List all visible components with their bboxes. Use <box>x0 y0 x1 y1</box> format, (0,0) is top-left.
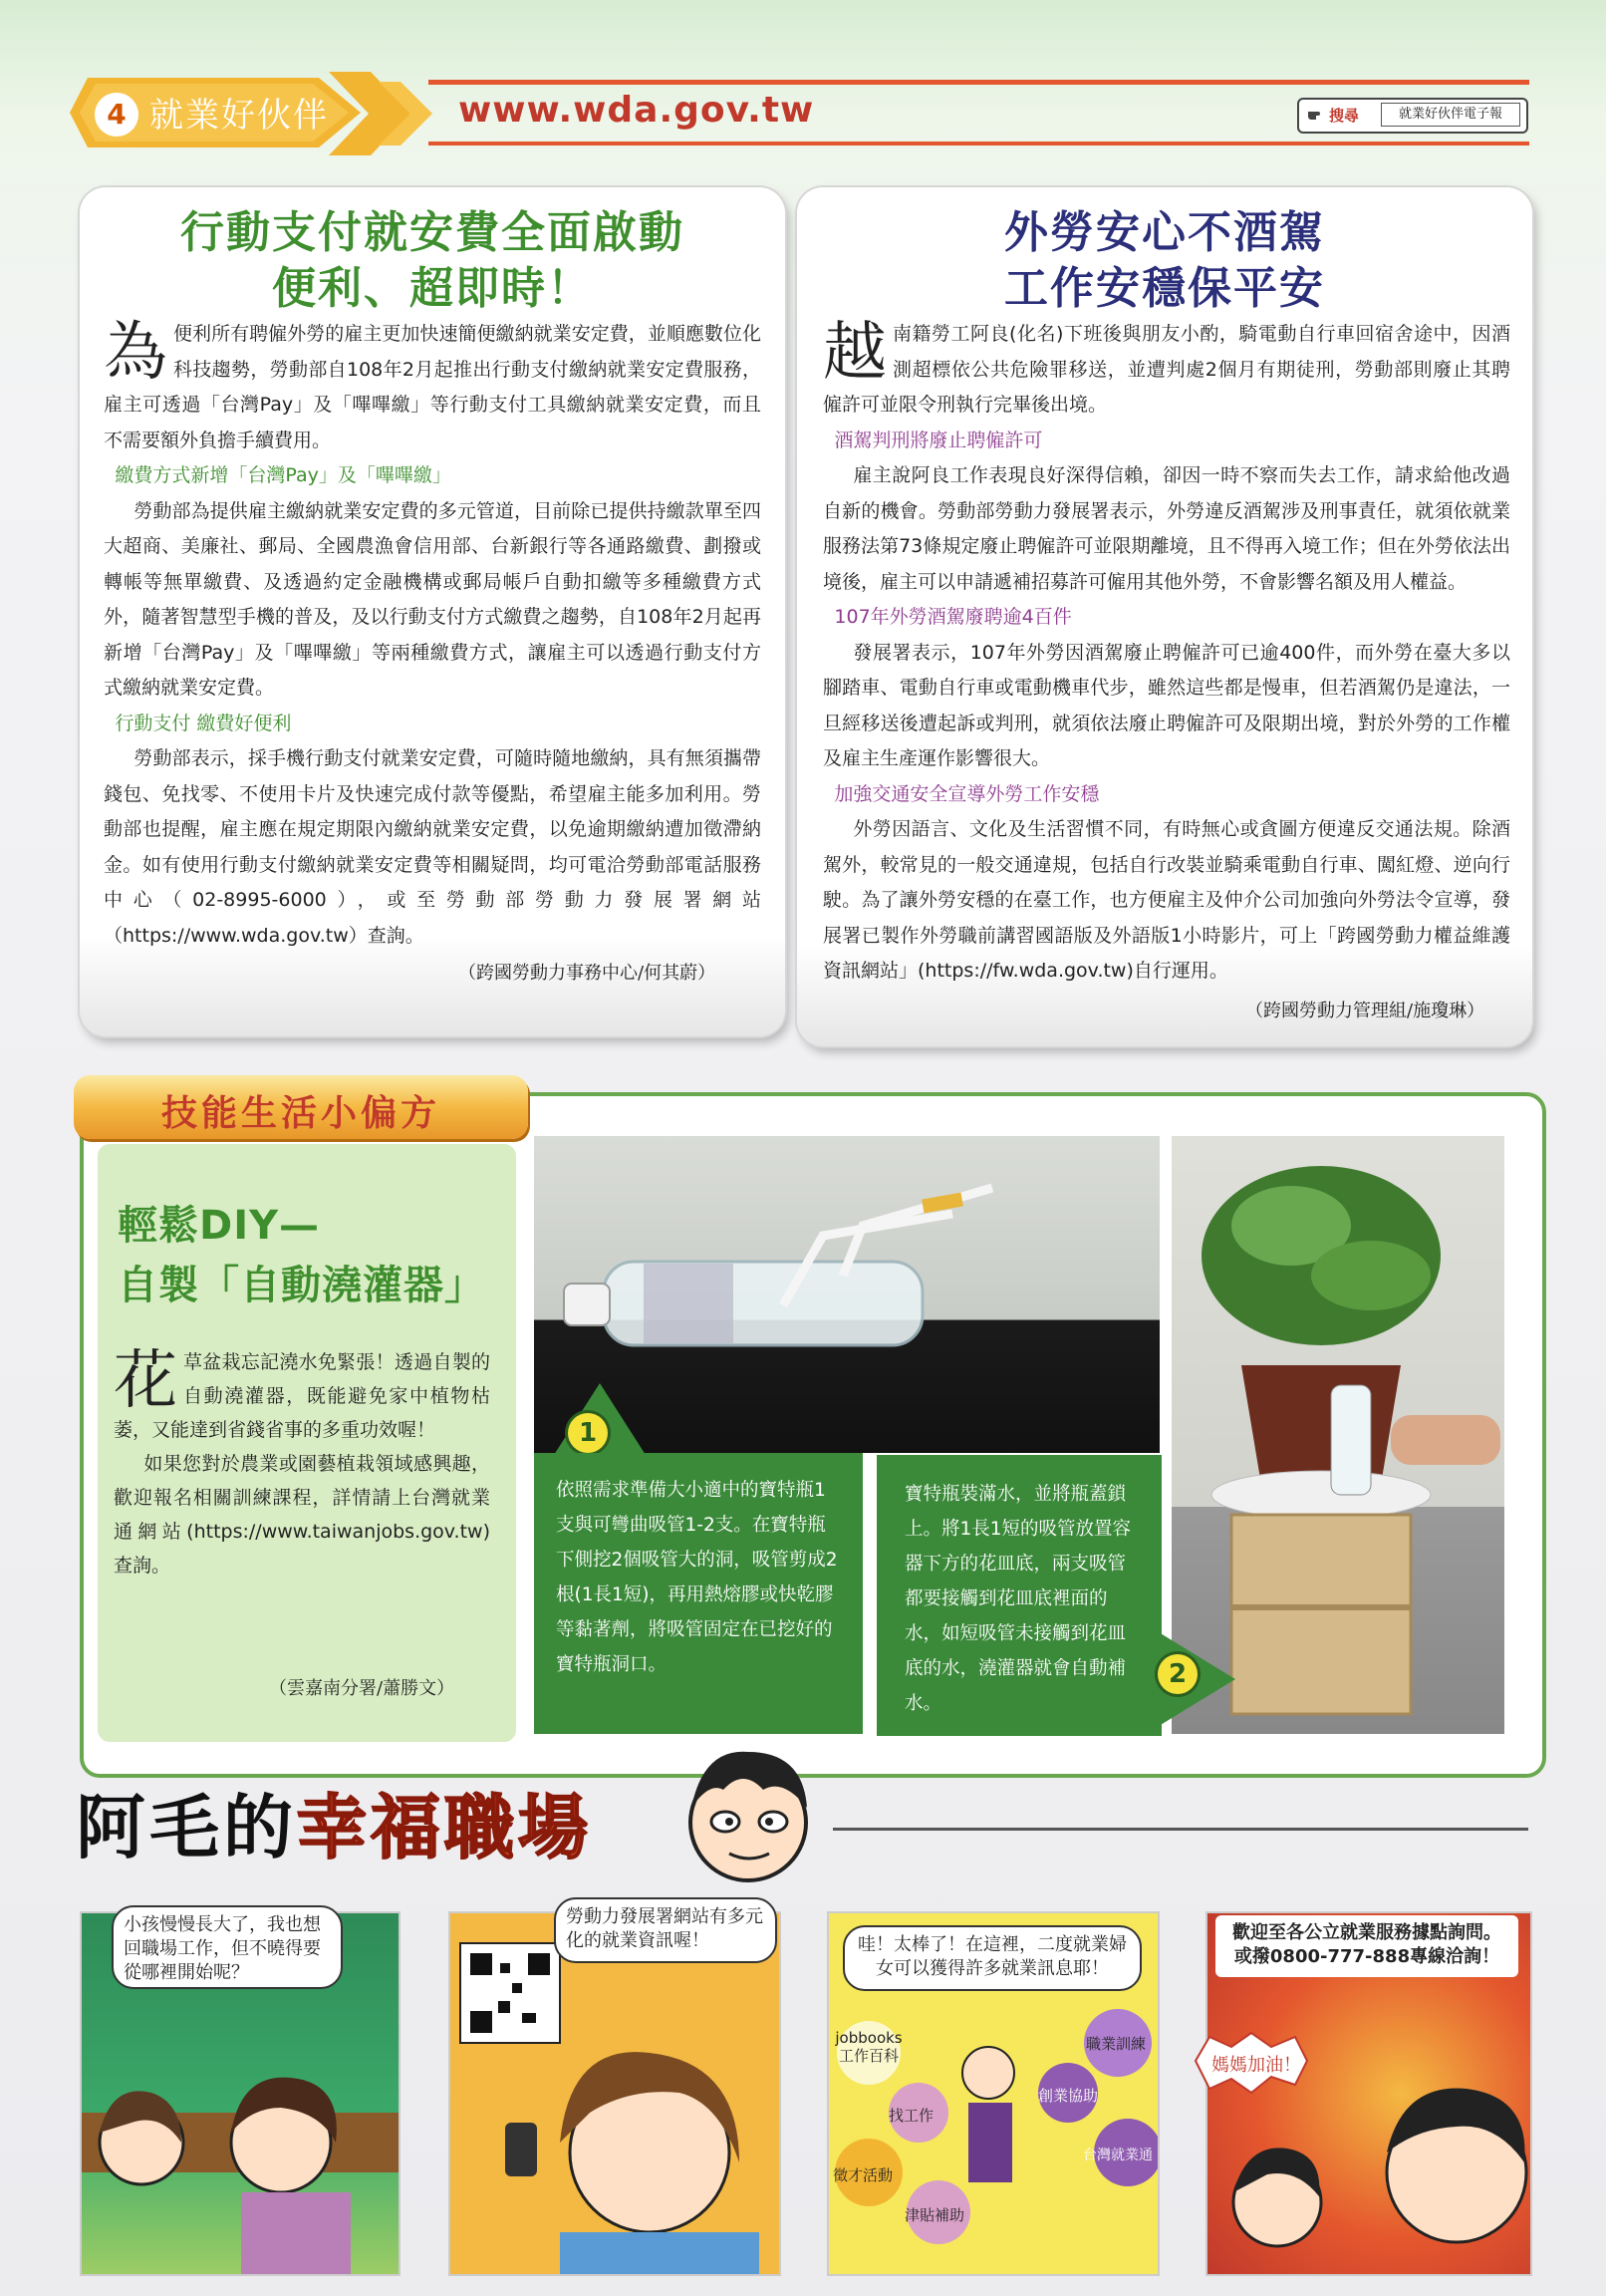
step2-box: 寶特瓶裝滿水，並將瓶蓋鎖上。將1長1短的吸管放置容器下方的花皿底，兩支吸管都要接觸到花皿底裡面的水，如短吸管未接觸到花皿底的水，澆灌器就會自動補水。 <box>877 1455 1162 1736</box>
site-url[interactable]: www.wda.gov.tw <box>458 90 815 131</box>
step1-box: 依照需求準備大小適中的寶特瓶1支與可彎曲吸管1-2支。在寶特瓶下側挖2個吸管大的洞，吸管剪成2根(1長1短)，再用熱熔膠或快乾膠等黏著劑，將吸管固定在已挖好的寶特瓶洞口。 <box>534 1453 863 1734</box>
search-label: 搜尋 <box>1329 107 1360 125</box>
article1-signature: （跨國勞動力事務中心/何其蔚） <box>458 963 716 984</box>
tag-find-job: 找工作 <box>889 2107 935 2125</box>
comic-panel-2-bubble: 勞動力發展署網站有多元化的就業資訊喔！ <box>554 1897 777 1963</box>
diy-signature: （雲嘉南分署/蕭勝文） <box>269 1678 455 1699</box>
skills-tab: 技能生活小偏方 <box>74 1075 528 1139</box>
comic-title: 阿毛的幸福職場 <box>76 1787 592 1868</box>
article2-dropcap: 越 <box>823 316 887 390</box>
section-title: 就業好伙伴 <box>149 96 329 136</box>
article1-title: 行動支付就安費全面啟動 便利、超即時！ <box>180 207 684 314</box>
article1-subhead-2: 行動支付 繳費好便利 <box>115 712 292 734</box>
amao-face-icon <box>673 1738 823 1887</box>
article2-title: 外勞安心不酒駕 工作安穩保平安 <box>1004 207 1325 314</box>
comic-panel-4-shout: 媽媽加油！ <box>1192 2031 1311 2095</box>
step1-number: 1 <box>568 1413 608 1453</box>
tag-recruitment-events: 徵才活動 <box>833 2166 894 2184</box>
tag-subsidies: 津貼補助 <box>905 2206 965 2224</box>
article1-body: 為便利所有聘僱外勞的雇主更加快速簡便繳納就業安定費，並順應數位化科技趨勢，勞動部自108年2月起推出行動支付繳納就業安定費服務，雇主可透過「台灣Pay」及「嗶嗶繳」等行動支付工具繳納就業安定費，而且不需要額外負擔手續費用。 繳費方式新增「台灣Pay」及「嗶嗶繳」 勞動部為提供雇主繳納就業安定費的多元管道，目前除已提供持繳款單至四大超商、美廉社、郵局、全國農漁會信用部、台新銀行等各通路繳費、劃撥或轉帳等無單繳費、及透過約定金融機構或郵局帳戶自動扣繳等多種繳費方式外，隨著智慧型手機的普及，及以行動支付方式繳費之趨勢，自108年2月起再新增「台灣Pay」及「嗶嗶繳」等兩種繳費方式，讓雇主可以透過行動支付方式繳納就業安定費。 行動支付 繳費好便利 勞動部表示，採手機行動支付就業安定費，可隨時隨地繳納，具有無須攜帶錢包、免找零、不使用卡片及快速完成付款等優點，希望雇主能多加利用。勞動部也提醒，雇主應在規定期限內繳納就業安定費，以免逾期繳納遭加徵滯納金。如有使用行動支付繳納就業安定費等相關疑問，均可電洽勞動部電話服務中心（02-8995-6000），或至勞動部勞動力發展署網站（https://www.wda.gov.tw）查詢。 <box>104 316 761 947</box>
article1-subhead-1: 繳費方式新增「台灣Pay」及「嗶嗶繳」 <box>115 464 451 486</box>
search-widget[interactable] <box>1297 98 1528 134</box>
comic-panel-2 <box>448 1911 781 2276</box>
step2-number: 2 <box>1158 1654 1198 1694</box>
pointing-hand-icon <box>1307 106 1325 122</box>
comic-title-rule <box>833 1828 1528 1831</box>
tag-vocational-training: 職業訓練 <box>1086 2035 1147 2053</box>
article1-dropcap: 為 <box>104 316 167 390</box>
header-rule-top <box>428 80 1529 85</box>
header-rule-bottom <box>428 142 1529 145</box>
article2-subhead-1: 酒駕判刑將廢止聘僱許可 <box>834 429 1043 451</box>
comic-panel-4-bubble: 歡迎至各公立就業服務據點詢問。或撥0800-777-888專線洽詢！ <box>1215 1915 1518 1977</box>
article2-subhead-2: 107年外勞酒駕廢聘逾4百件 <box>834 606 1072 628</box>
page-number: 4 <box>95 93 138 137</box>
tag-startup-help: 創業協助 <box>1038 2087 1099 2105</box>
diy-dropcap: 花 <box>114 1344 177 1418</box>
header-arrows <box>329 72 438 155</box>
tag-jobbooks: jobbooks工作百科 <box>835 2029 903 2065</box>
comic-panel-3-bubble: 哇！太棒了！在這裡，二度就業婦女可以獲得許多就業訊息耶！ <box>843 1925 1142 1991</box>
diy-title: 輕鬆DIY— 自製「自動澆灌器」 <box>118 1203 485 1308</box>
diy-body: 花草盆栽忘記澆水免緊張！透過自製的自動澆灌器，既能避免家中植物枯萎，又能達到省錢省事的多重功效喔！ 如果您對於農業或園藝植栽領域感興趣，歡迎報名相關訓練課程，詳情請上台灣就業通網站(https://www.taiwanjobs.gov.tw)查詢。 <box>114 1344 490 1577</box>
search-input[interactable]: 就業好伙伴電子報 <box>1381 103 1520 127</box>
phone-woman-illustration <box>450 1913 779 2274</box>
article2-signature: （跨國勞動力管理組/施瓊琳） <box>1245 1001 1485 1021</box>
article2-body: 越南籍勞工阿良(化名)下班後與朋友小酌，騎電動自行車回宿舍途中，因酒測超標依公共危險罪移送，並遭判處2個月有期徒刑，勞動部則廢止其聘僱許可並限令刑執行完畢後出境。 酒駕判刑將廢止聘僱許可 雇主說阿良工作表現良好深得信賴，卻因一時不察而失去工作，請求給他改過自新的機會。勞動部勞動力發展署表示，外勞違反酒駕涉及刑事責任，就須依就業服務法第73條規定廢止聘僱許可並限期離境，且不得再入境工作；但在外勞依法出境後，雇主可以申請遞補招募許可僱用其他外勞，不會影響名額及用人權益。 107年外勞酒駕廢聘逾4百件 發展署表示，107年外勞因酒駕廢止聘僱許可已逾400件，而外勞在臺大多以腳踏車、電動自行車或電動機車代步，雖然這些都是慢車，但若酒駕仍是違法，一旦經移送後遭起訴或判刑，就須依法廢止聘僱許可及限期出境，對於外勞的工作權及雇主生產運作影響很大。 加強交通安全宣導外勞工作安穩 外勞因語言、文化及生活習慣不同，有時無心或貪圖方便違反交通法規。除酒駕外，較常見的一般交通違規，包括自行改裝並騎乘電動自行車、闖紅燈、逆向行駛。為了讓外勞安穩的在臺工作，也方便雇主及仲介公司加強向外勞法令宣導，發展署已製作外勞職前講習國語版及外語版1小時影片，可上「跨國勞動力權益維護資訊網站」(https://fw.wda.gov.tw)自行運用。 <box>823 316 1510 982</box>
comic-panel-1-bubble: 小孩慢慢長大了，我也想回職場工作，但不曉得要從哪裡開始呢？ <box>112 1905 343 1989</box>
article2-subhead-3: 加強交通安全宣導外勞工作安穩 <box>834 782 1100 805</box>
tag-taiwanjobs: 台灣就業通 <box>1083 2148 1153 2163</box>
